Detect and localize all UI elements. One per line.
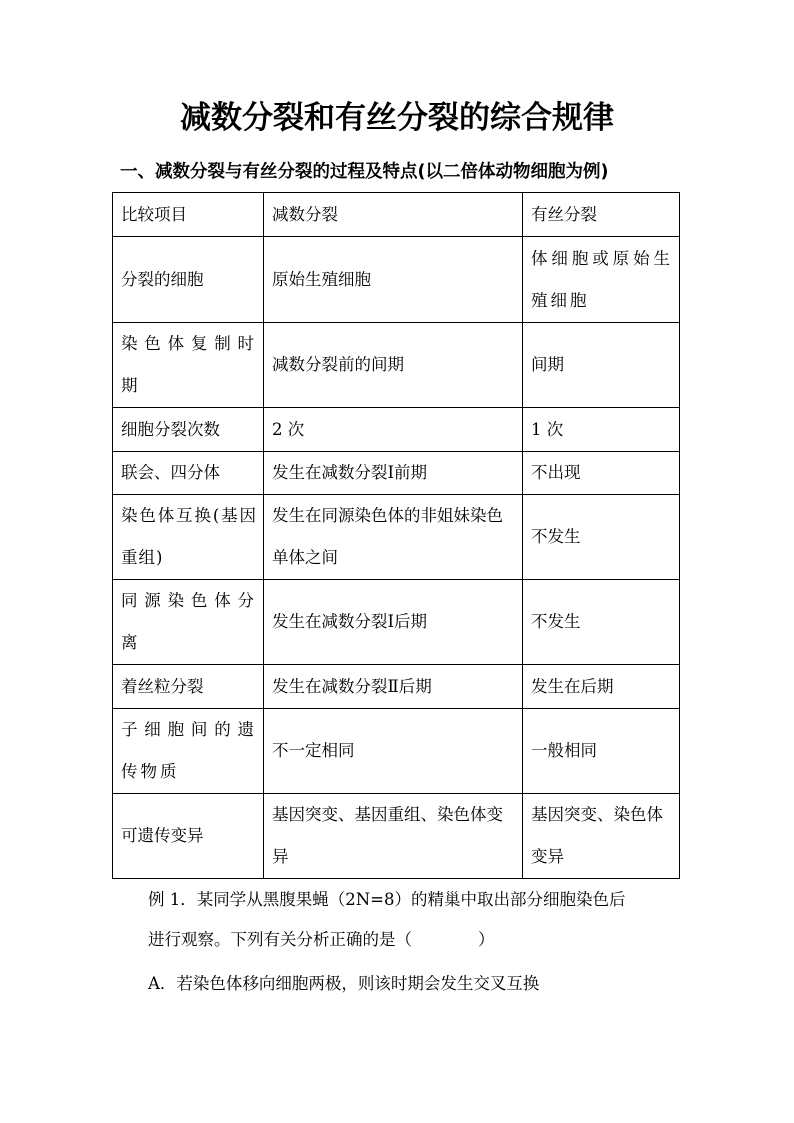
meiosis-cell: 不一定相同 — [264, 709, 523, 794]
meiosis-cell: 原始生殖细胞 — [264, 237, 523, 323]
row-label: 染色体互换(基因重组) — [113, 495, 264, 580]
table-row — [113, 408, 680, 452]
row-label: 同源染色体分离 — [113, 580, 264, 665]
row-label: 联会、四分体 — [113, 452, 264, 495]
meiosis-cell: 发生在同源染色体的非姐妹染色单体之间 — [264, 495, 523, 580]
mitosis-cell: 基因突变、染色体变异 — [523, 794, 680, 879]
row-label: 可遗传变异 — [113, 794, 264, 879]
table-row — [113, 709, 680, 794]
header-cell-meiosis: 减数分裂 — [264, 193, 523, 237]
row-label: 子细胞间的遗传物质 — [113, 709, 264, 794]
example-question-line: 例 1．某同学从黑腹果蝇（2N=8）的精巢中取出部分细胞染色后 — [148, 890, 626, 909]
example-option-a: A．若染色体移向细胞两极，则该时期会发生交叉互换 — [148, 974, 540, 993]
table-row — [113, 495, 680, 580]
meiosis-cell: 发生在减数分裂Ⅱ后期 — [264, 665, 523, 709]
mitosis-cell: 1 次 — [523, 408, 680, 452]
mitosis-cell: 间期 — [523, 323, 680, 408]
meiosis-cell: 2 次 — [264, 408, 523, 452]
row-label: 染色体复制时期 — [113, 323, 264, 408]
section-heading: 一、减数分裂与有丝分裂的过程及特点(以二倍体动物细胞为例) — [120, 162, 609, 182]
document-title: 减数分裂和有丝分裂的综合规律 — [180, 100, 614, 136]
meiosis-cell: 减数分裂前的间期 — [264, 323, 523, 408]
mitosis-cell: 一般相同 — [523, 709, 680, 794]
mitosis-cell: 不发生 — [523, 495, 680, 580]
table-row — [113, 452, 680, 495]
meiosis-cell: 发生在减数分裂Ⅰ后期 — [264, 580, 523, 665]
mitosis-cell: 不出现 — [523, 452, 680, 495]
table-row — [113, 323, 680, 408]
table-row — [113, 665, 680, 709]
row-label: 分裂的细胞 — [113, 237, 264, 323]
example-question-line: 进行观察。下列有关分析正确的是（ ） — [148, 930, 495, 949]
table-row — [113, 237, 680, 323]
table-row — [113, 580, 680, 665]
mitosis-cell: 不发生 — [523, 580, 680, 665]
header-cell-item: 比较项目 — [113, 193, 264, 237]
meiosis-cell: 基因突变、基因重组、染色体变异 — [264, 794, 523, 879]
header-cell-mitosis: 有丝分裂 — [523, 193, 680, 237]
table-row — [113, 794, 680, 879]
mitosis-cell: 发生在后期 — [523, 665, 680, 709]
mitosis-cell: 体细胞或原始生殖细胞 — [523, 237, 680, 323]
comparison-table — [112, 192, 680, 879]
row-label: 细胞分裂次数 — [113, 408, 264, 452]
table-header-row — [113, 193, 680, 237]
row-label: 着丝粒分裂 — [113, 665, 264, 709]
meiosis-cell: 发生在减数分裂Ⅰ前期 — [264, 452, 523, 495]
